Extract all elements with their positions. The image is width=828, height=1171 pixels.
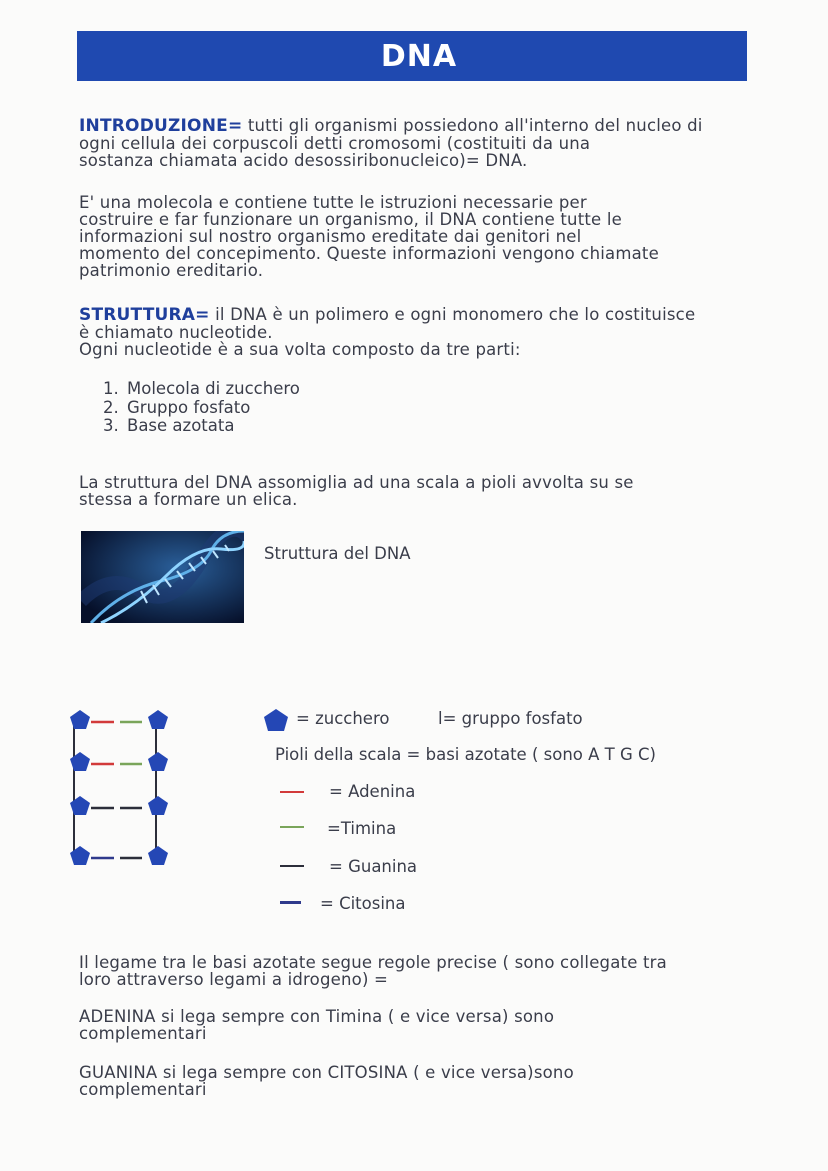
helix-paragraph: La struttura del DNA assomiglia ad una scala a pioli avvolta su se stessa a formare un elica.: [79, 473, 634, 509]
structure-label: STRUTTURA=: [79, 305, 210, 325]
adenine-label: = Adenina: [329, 782, 416, 801]
list-item: 2. Gruppo fosfato: [103, 397, 251, 417]
intro-text: tutti gli organismi possiedono all'interno del nucleo di ogni cellula dei corpuscoli detti cromosomi (costituiti da una sostanza chiamata acido desossiribonucleico)= DNA.: [79, 116, 703, 170]
sugar-legend-label: = zucchero: [296, 709, 390, 728]
intro-paragraph: [79, 117, 759, 169]
dna-ladder-diagram: [66, 704, 176, 874]
bonding-paragraph: Il legame tra le basi azotate segue regole precise ( sono collegate tra loro attraverso legami a idrogeno) =: [79, 953, 667, 989]
page-title: DNA: [380, 38, 458, 74]
thymine-label: =Timina: [327, 819, 397, 838]
cytosine-label: = Citosina: [320, 894, 406, 913]
structure-paragraph: [79, 306, 759, 358]
adenine-line-icon: [280, 791, 304, 793]
title-bar: [77, 31, 747, 81]
dna-helix-image: [81, 531, 244, 623]
thymine-line-icon: [280, 826, 304, 828]
sugar-pentagon-icon: [263, 708, 289, 732]
list-item: 3. Base azotata: [103, 416, 235, 435]
phosphate-legend-label: l= gruppo fosfato: [438, 709, 583, 728]
intro-label: INTRODUZIONE=: [79, 116, 243, 136]
parts-list: [103, 380, 300, 436]
guanine-rule: GUANINA si lega sempre con CITOSINA ( e vice versa)sono complementari: [79, 1063, 574, 1099]
guanine-label: = Guanina: [329, 857, 418, 876]
molecule-paragraph: E' una molecola e contiene tutte le istruzioni necessarie per costruire e far funzionare un organismo, il DNA contiene tutte le informazioni sul nostro organismo ereditate dai genitori nel momento del concepimento. Queste informazioni vengono chiamate patrimonio ereditario.: [79, 193, 659, 280]
adenine-rule: ADENINA si lega sempre con Timina ( e vice versa) sono complementari: [79, 1007, 555, 1043]
rungs-legend-label: Pioli della scala = basi azotate ( sono A T G C): [275, 745, 656, 764]
figure-caption: Struttura del DNA: [264, 544, 411, 563]
list-item: 1. Molecola di zucchero: [103, 379, 300, 398]
cytosine-line-icon: [280, 901, 301, 904]
guanine-line-icon: [280, 865, 304, 867]
structure-text: il DNA è un polimero e ogni monomero che lo costituisce è chiamato nucleotide. Ogni nucleotide è a sua volta composto da tre parti:: [79, 305, 696, 359]
